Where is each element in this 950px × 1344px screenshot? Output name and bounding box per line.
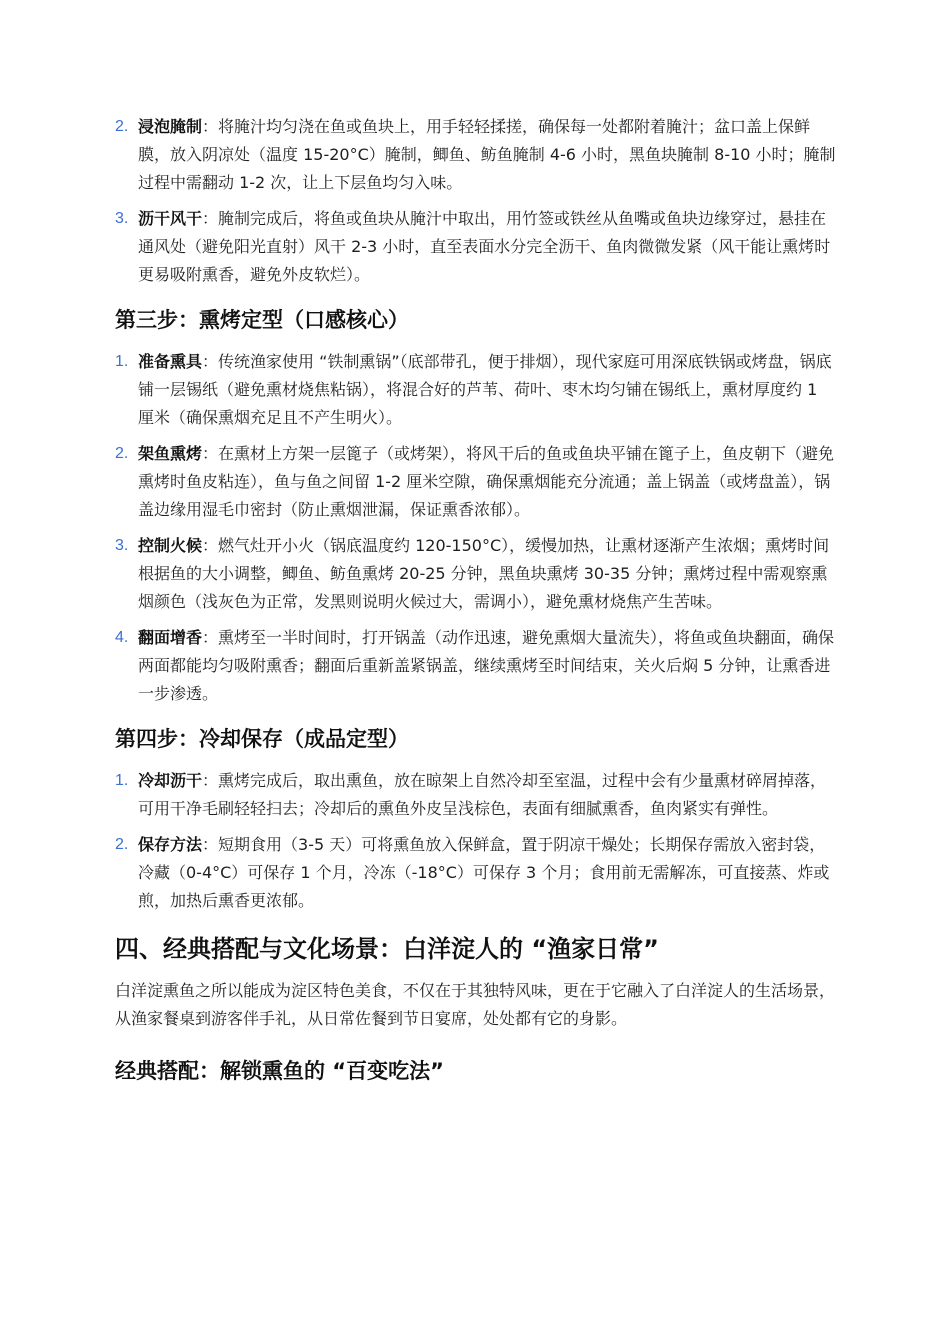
step4-heading: 第四步：冷却保存（成品定型） xyxy=(115,727,409,751)
list-item xyxy=(115,205,838,289)
step4-list xyxy=(115,767,838,915)
item-text: ：将腌汁均匀浇在鱼或鱼块上，用手轻轻揉搓，确保每一处都附着腌汁；盆口盖上保鲜膜，放入阴凉处（温度 15-20°C）腌制，鲫鱼、鲂鱼腌制 4-6 小时，黑鱼块腌制 8-10 小时；腌制过程中需翻动 1-2 次，让上下层鱼均匀入味。 xyxy=(138,117,836,192)
list-number: 2. xyxy=(115,445,129,462)
list-number: 4. xyxy=(115,629,129,646)
list-item xyxy=(115,348,838,432)
list-number: 1. xyxy=(115,772,129,789)
list-number: 2. xyxy=(115,836,129,853)
item-title: 翻面增香 xyxy=(138,628,203,647)
list-item xyxy=(115,831,838,915)
item-title: 沥干风干 xyxy=(138,209,203,228)
subsection-heading: 经典搭配：解锁熏鱼的 “百变吃法” xyxy=(115,1059,444,1083)
list-item xyxy=(115,532,838,616)
list-item xyxy=(115,624,838,708)
item-text: ：在熏材上方架一层篦子（或烤架），将风干后的鱼或鱼块平铺在篦子上，鱼皮朝下（避免熏烤时鱼皮粘连），鱼与鱼之间留 1-2 厘米空隙，确保熏烟能充分流通；盖上锅盖（或烤盘盖），锅盖边缘用湿毛巾密封（防止熏烟泄漏，保证熏香浓郁）。 xyxy=(138,444,835,519)
item-text: ：腌制完成后，将鱼或鱼块从腌汁中取出，用竹签或铁丝从鱼嘴或鱼块边缘穿过，悬挂在通风处（避免阳光直射）风干 2-3 小时，直至表面水分完全沥干、鱼肉微微发紧（风干能让熏烤时更易吸附熏香，避免外皮软烂）。 xyxy=(138,209,831,284)
item-text: ：传统渔家使用 “铁制熏锅”（底部带孔，便于排烟），现代家庭可用深底铁锅或烤盘，锅底铺一层锡纸（避免熏材烧焦粘锅），将混合好的芦苇、荷叶、枣木均匀铺在锡纸上，熏材厚度约 1 厘米（确保熏烟充足且不产生明火）。 xyxy=(138,352,832,427)
step2-list xyxy=(115,113,838,289)
item-text: ：短期食用（3-5 天）可将熏鱼放入保鲜盒，置于阴凉干燥处；长期保存需放入密封袋，冷藏（0-4°C）可保存 1 个月，冷冻（-18°C）可保存 3 个月；食用前无需解冻，可直接蒸、炸或煎，加热后熏香更浓郁。 xyxy=(138,835,830,910)
item-title: 架鱼熏烤 xyxy=(138,444,203,463)
item-text: ：熏烤完成后，取出熏鱼，放在晾架上自然冷却至室温，过程中会有少量熏材碎屑掉落，可用干净毛刷轻轻扫去；冷却后的熏鱼外皮呈浅棕色，表面有细腻熏香，鱼肉紧实有弹性。 xyxy=(138,771,827,818)
list-item xyxy=(115,440,838,524)
item-text: ：燃气灶开小火（锅底温度约 120-150°C），缓慢加热，让熏材逐渐产生浓烟；熏烤时间根据鱼的大小调整，鲫鱼、鲂鱼熏烤 20-25 分钟，黑鱼块熏烤 30-35 分钟；熏烤过程中需观察熏烟颜色（浅灰色为正常，发黑则说明火候过大，需调小），避免熏材烧焦产生苦味。 xyxy=(138,536,830,611)
section-intro: 白洋淀熏鱼之所以能成为淀区特色美食，不仅在于其独特风味，更在于它融入了白洋淀人的生活场景，从渔家餐桌到游客伴手礼，从日常佐餐到节日宴席，处处都有它的身影。 xyxy=(115,981,836,1028)
item-title: 控制火候 xyxy=(138,536,203,555)
step3-list xyxy=(115,348,838,708)
step3-heading: 第三步：熏烤定型（口感核心） xyxy=(115,308,409,332)
list-number: 3. xyxy=(115,537,129,554)
item-title: 浸泡腌制 xyxy=(138,117,203,136)
list-item xyxy=(115,767,838,823)
list-number: 2. xyxy=(115,118,129,135)
item-title: 保存方法 xyxy=(138,835,203,854)
list-item xyxy=(115,113,838,197)
section-heading: 四、经典搭配与文化场景：白洋淀人的 “渔家日常” xyxy=(115,935,659,963)
item-title: 冷却沥干 xyxy=(138,771,203,790)
list-number: 3. xyxy=(115,210,129,227)
list-number: 1. xyxy=(115,353,129,370)
item-text: ：熏烤至一半时间时，打开锅盖（动作迅速，避免熏烟大量流失），将鱼或鱼块翻面，确保两面都能均匀吸附熏香；翻面后重新盖紧锅盖，继续熏烤至时间结束，关火后焖 5 分钟，让熏香进一步渗透。 xyxy=(138,628,835,703)
item-title: 准备熏具 xyxy=(138,352,203,371)
